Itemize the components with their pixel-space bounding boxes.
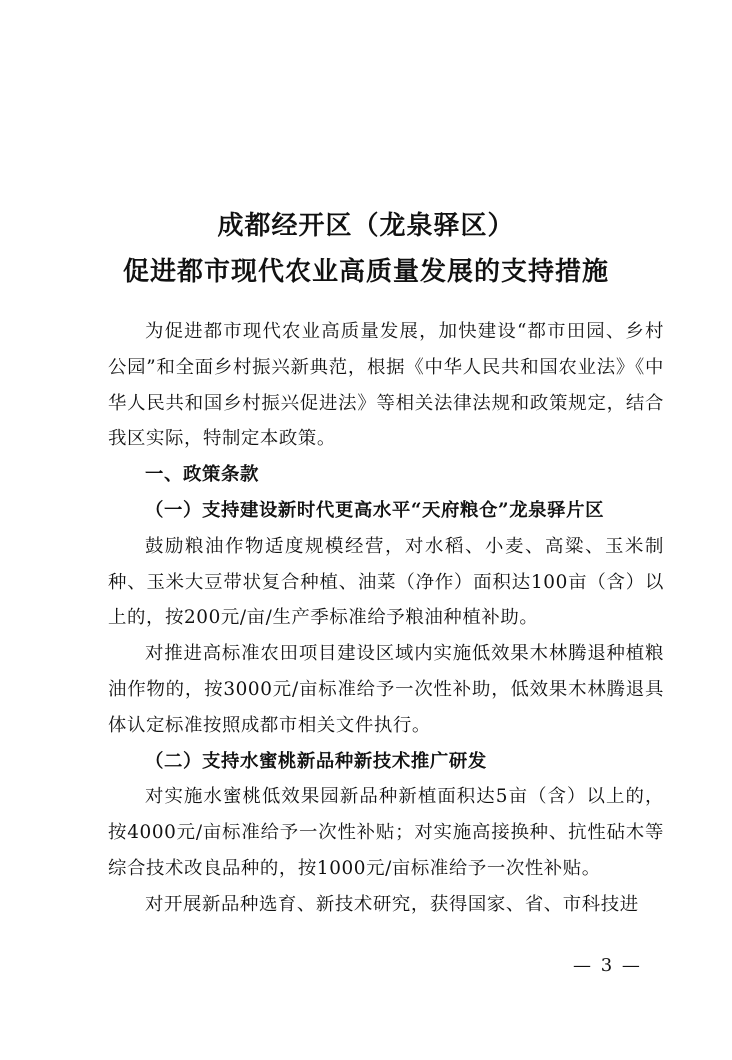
- grain-paragraph-2: 对推进高标准农田项目建设区域内实施低效果木林腾退种植粮油作物的，按3000元/亩标准给予一次性补助，低效果木林腾退具体认定标准按照成都市相关文件执行。: [108, 643, 664, 736]
- intro-paragraph: 为促进都市现代农业高质量发展，加快建设“都市田园、乡村公园”和全面乡村振兴新典范，根据《中华人民共和国农业法》《中华人民共和国乡村振兴促进法》等相关法律法规和政策规定，结合我区实际，特制定本政策。: [108, 321, 664, 450]
- grain-paragraph-1: 鼓励粮油作物适度规模经营，对水稻、小麦、高粱、玉米制种、玉米大豆带状复合种植、油菜（净作）面积达100亩（含）以上的，按200元/亩/生产季标准给予粮油种植补助。: [108, 535, 664, 629]
- document-title-line-2: 促进都市现代农业高质量发展的支持措施: [122, 257, 609, 287]
- document-body: [108, 314, 664, 923]
- subsection-heading-peach: （二）支持水蜜桃新品种新技术推广研发: [145, 750, 487, 772]
- page-number: — 3 —: [573, 955, 642, 976]
- document-title-line-1: 成都经开区（龙泉驿区）: [217, 211, 515, 241]
- section-heading-policy-terms: 一、政策条款: [145, 464, 259, 486]
- peach-paragraph-2: 对开展新品种选育、新技术研究，获得国家、省、市科技进: [145, 893, 639, 915]
- peach-paragraph-1: 对实施水蜜桃低效果园新品种新植面积达5亩（含）以上的，按4000元/亩标准给予一次性补贴；对实施高接换种、抗性砧木等综合技术改良品种的，按1000元/亩标准给予一次性补贴。: [108, 786, 664, 879]
- subsection-heading-grain: （一）支持建设新时代更高水平“天府粮仓”龙泉驿片区: [145, 499, 605, 521]
